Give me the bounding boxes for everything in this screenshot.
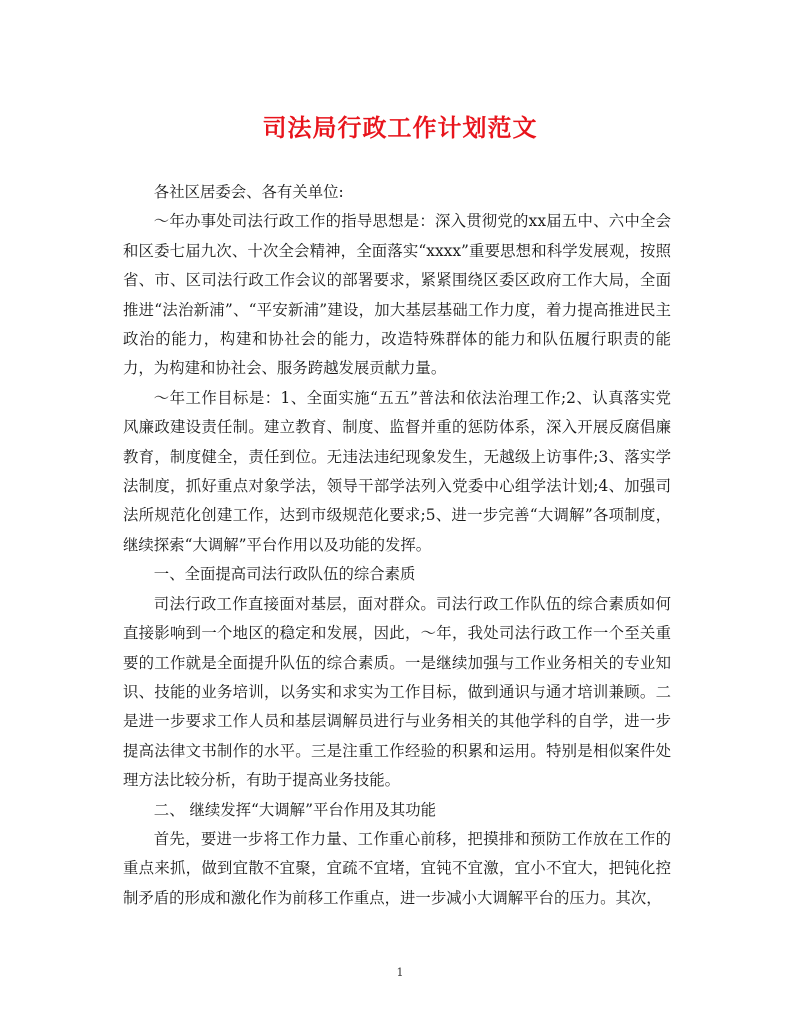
paragraph-guiding-thought: ～年办事处司法行政工作的指导思想是：深入贯彻党的xx届五中、六中全会和区委七届九次、十次全会精神，全面落实“xxxx”重要思想和科学发展观，按照省、市、区司法行政工作会议的部署要求，紧紧围绕区委区政府工作大局，全面推进“法治新浦”、“平安新浦”建设，加大基层基础工作力度，着力提高推进民主政治的能力，构建和协社会的能力，改造特殊群体的能力和队伍履行职责的能力，为构建和协社会、服务跨越发展贡献力量。 xyxy=(123,212,671,378)
paragraph-mediation: 首先，要进一步将工作力量、工作重心前移，把摸排和预防工作放在工作的重点来抓，做到宜散不宜聚，宜疏不宜堵，宜钝不宜激，宜小不宜大，把钝化控制矛盾的形成和激化作为前移工作重点，进一步减小大调解平台的压力。其次， xyxy=(123,829,671,907)
page-number: 1 xyxy=(396,966,404,979)
paragraph-team-quality: 司法行政工作直接面对基层，面对群众。司法行政工作队伍的综合素质如何直接影响到一个地区的稳定和发展，因此，～年，我处司法行政工作一个至关重要的工作就是全面提升队伍的综合素质。一是继续加强与工作业务相关的专业知识、技能的业务培训，以务实和求实为工作目标，做到通识与通才培训兼顾。二是进一步要求工作人员和基层调解员进行与业务相关的其他学科的自学，进一步提高法律文书制作的水平。三是注重工作经验的积累和运用。特别是相似案件处理方法比较分析，有助于提高业务技能。 xyxy=(123,594,671,790)
section-heading-1: 一、全面提高司法行政队伍的综合素质 xyxy=(153,565,416,584)
section-heading-2: 二、 继续发挥“大调解”平台作用及其功能 xyxy=(153,800,437,819)
document-title: 司法局行政工作计划范文 xyxy=(262,114,538,142)
document-body xyxy=(123,178,671,913)
paragraph-work-goals: ～年工作目标是：1、全面实施“五五”普法和依法治理工作;2、认真落实党风廉政建设责任制。建立教育、制度、监督并重的惩防体系，深入开展反腐倡廉教育，制度健全，责任到位。无违法违纪现象发生，无越级上访事件;3、落实学法制度，抓好重点对象学法，领导干部学法列入党委中心组学法计划;4、加强司法所规范化创建工作，达到市级规范化要求;5、进一步完善“大调解”各项制度，继续探索“大调解”平台作用以及功能的发挥。 xyxy=(123,388,671,554)
salutation: 各社区居委会、各有关单位: xyxy=(153,183,344,201)
